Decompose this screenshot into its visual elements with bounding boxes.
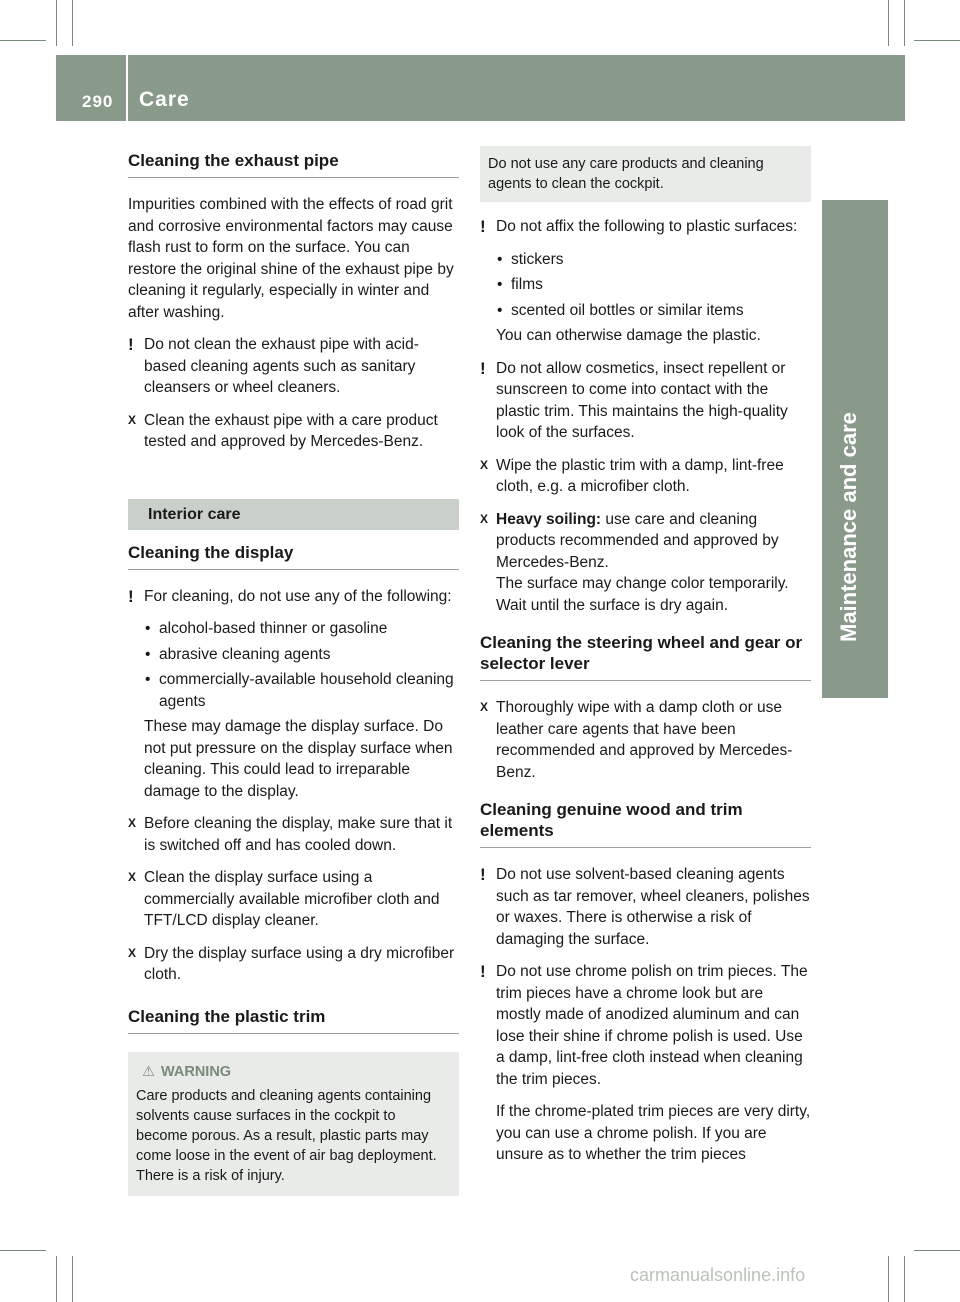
warning-text: Care products and cleaning agents containing solvents cause surfaces in the cockpit to become porous. As a result, plastic parts may come loose in the event of air bag deployment. There is a risk of injury. <box>136 1087 437 1184</box>
display-step-text: Dry the display surface using a dry microfiber cloth. <box>144 944 455 983</box>
bullet-icon: • <box>497 250 503 268</box>
crop-mark <box>904 0 905 46</box>
crop-mark <box>0 1250 46 1251</box>
heading-plastic: Cleaning the plastic trim <box>128 1006 459 1034</box>
section-title: Care <box>139 88 190 111</box>
list-item-text: alcohol-based thinner or gasoline <box>159 620 388 637</box>
list-item <box>480 300 811 322</box>
plastic-note-text: Do not affix the following to plastic surfaces: <box>496 218 798 235</box>
wipe-step <box>480 455 811 498</box>
heading-exhaust: Cleaning the exhaust pipe <box>128 150 459 178</box>
caution-icon: ! <box>480 865 486 884</box>
interior-care-band: Interior care <box>128 499 459 530</box>
header-separator <box>126 55 128 121</box>
crop-mark <box>72 1256 73 1302</box>
step-arrow-icon: X <box>128 816 137 830</box>
steering-step <box>480 697 811 783</box>
bullet-icon: • <box>497 276 503 293</box>
wood-note-text: Do not use solvent-based cleaning agents such as tar remover, wheel cleaners, polishes or waxes. There is otherwise a risk of damaging the surface. <box>496 866 810 948</box>
list-item-text: films <box>511 276 543 293</box>
list-item <box>480 249 811 271</box>
bullet-icon: • <box>145 620 151 637</box>
list-item <box>480 274 811 296</box>
bullet-icon: • <box>145 671 151 688</box>
caution-icon: ! <box>128 586 134 606</box>
heading-wood: Cleaning genuine wood and trim elements <box>480 799 811 848</box>
plastic-after-text: You can otherwise damage the plastic. <box>496 327 761 344</box>
caution-icon: ! <box>480 358 486 378</box>
list-item-text: abrasive cleaning agents <box>159 645 331 663</box>
crop-mark <box>914 40 960 41</box>
exhaust-step-text: Clean the exhaust pipe with a care product tested and approved by Mercedes-Benz. <box>144 411 438 450</box>
soiling-label: Heavy soiling: <box>496 510 602 528</box>
list-item <box>128 618 459 640</box>
warning-triangle-icon: ⚠ <box>142 1063 155 1080</box>
step-arrow-icon: X <box>480 511 489 526</box>
list-item <box>128 644 459 666</box>
bullet-icon: • <box>145 645 151 663</box>
warning-header <box>136 1062 451 1082</box>
crop-mark <box>888 0 889 46</box>
chrome-note <box>480 961 811 1090</box>
heading-steering: Cleaning the steering wheel and gear or selector lever <box>480 632 811 681</box>
wipe-step-text: Wipe the plastic trim with a damp, lint-free cloth, e.g. a microfiber cloth. <box>496 456 784 495</box>
exhaust-note-text: Do not clean the exhaust pipe with acid-based cleaning agents such as sanitary cleansers or wheel cleaners. <box>144 336 419 396</box>
chrome-note-more: If the chrome-plated trim pieces are very dirty, you can use a chrome polish. If you are unsure as to whether the trim pieces <box>496 1103 811 1163</box>
crop-mark <box>904 1256 905 1302</box>
list-item-text: commercially-available household cleaning agents <box>159 671 454 710</box>
caution-icon: ! <box>480 217 486 236</box>
caution-icon: ! <box>480 962 486 981</box>
display-step <box>128 943 459 986</box>
soiling-step-more: The surface may change color temporarily. Wait until the surface is dry again. <box>496 575 789 614</box>
exhaust-step <box>128 410 459 453</box>
right-column <box>480 150 811 1177</box>
display-note-text: For cleaning, do not use any of the following: <box>144 587 452 605</box>
display-step <box>128 867 459 932</box>
crop-mark <box>914 1250 960 1251</box>
step-arrow-icon: X <box>480 457 489 472</box>
exhaust-paragraph: Impurities combined with the effects of road grit and corrosive environmental factors may cause flash rust to form on the surface. You can restore the original shine of the exhaust pipe by cleaning it regularly, especially in winter and after washing. <box>128 196 454 321</box>
crop-mark <box>72 0 73 46</box>
list-item <box>128 669 459 712</box>
crop-mark <box>888 1256 889 1302</box>
heading-display: Cleaning the display <box>128 542 459 570</box>
steering-step-text: Thoroughly wipe with a damp cloth or use leather care agents that have been recommended and approved by Mercedes-Benz. <box>496 699 793 781</box>
crop-mark <box>56 1256 57 1302</box>
warning-label: WARNING <box>161 1063 232 1080</box>
exhaust-note <box>128 334 459 399</box>
chrome-note-text: Do not use chrome polish on trim pieces. The trim pieces have a chrome look but are mostly made of anodized aluminum and can lose their shine if chrome polish is used. Use a damp, lint-free cloth instead when cleaning the trim pieces. <box>496 963 808 1088</box>
step-arrow-icon: X <box>128 870 137 884</box>
wood-note <box>480 864 811 950</box>
display-after-text: These may damage the display surface. Do not put pressure on the display surface when cleaning. This could lead to irreparable damage to the display. <box>144 718 453 800</box>
watermark: carmanualsonline.info <box>630 1265 806 1285</box>
crop-mark <box>0 40 46 41</box>
step-arrow-icon: X <box>480 700 489 714</box>
cosmetics-note-text: Do not allow cosmetics, insect repellent or sunscreen to come into contact with the plastic trim. This maintains the high-quality look of the surfaces. <box>496 359 788 441</box>
display-step-text: Clean the display surface using a commercially available microfiber cloth and TFT/LCD display cleaner. <box>144 869 440 929</box>
step-arrow-icon: X <box>128 412 137 427</box>
cosmetics-note <box>480 358 811 444</box>
soiling-step <box>480 509 811 617</box>
left-column <box>128 150 459 1196</box>
page-number: 290 <box>82 92 114 111</box>
list-item-text: scented oil bottles or similar items <box>511 301 744 319</box>
caution-icon: ! <box>128 335 134 354</box>
display-note <box>128 586 459 608</box>
list-item-text: stickers <box>511 250 564 268</box>
plastic-note <box>480 216 811 238</box>
side-tab-label: Maintenance and care <box>836 412 861 642</box>
soiling-step-text: use care and cleaning products recommended and approved by Mercedes-Benz. <box>496 510 779 571</box>
bullet-icon: • <box>497 301 503 319</box>
crop-mark <box>56 0 57 46</box>
cockpit-note-box: Do not use any care products and cleaning agents to clean the cockpit. <box>480 146 811 202</box>
display-step-text: Before cleaning the display, make sure that it is switched off and has cooled down. <box>144 815 453 854</box>
step-arrow-icon: X <box>128 945 137 960</box>
warning-box <box>128 1052 459 1196</box>
display-step <box>128 813 459 856</box>
